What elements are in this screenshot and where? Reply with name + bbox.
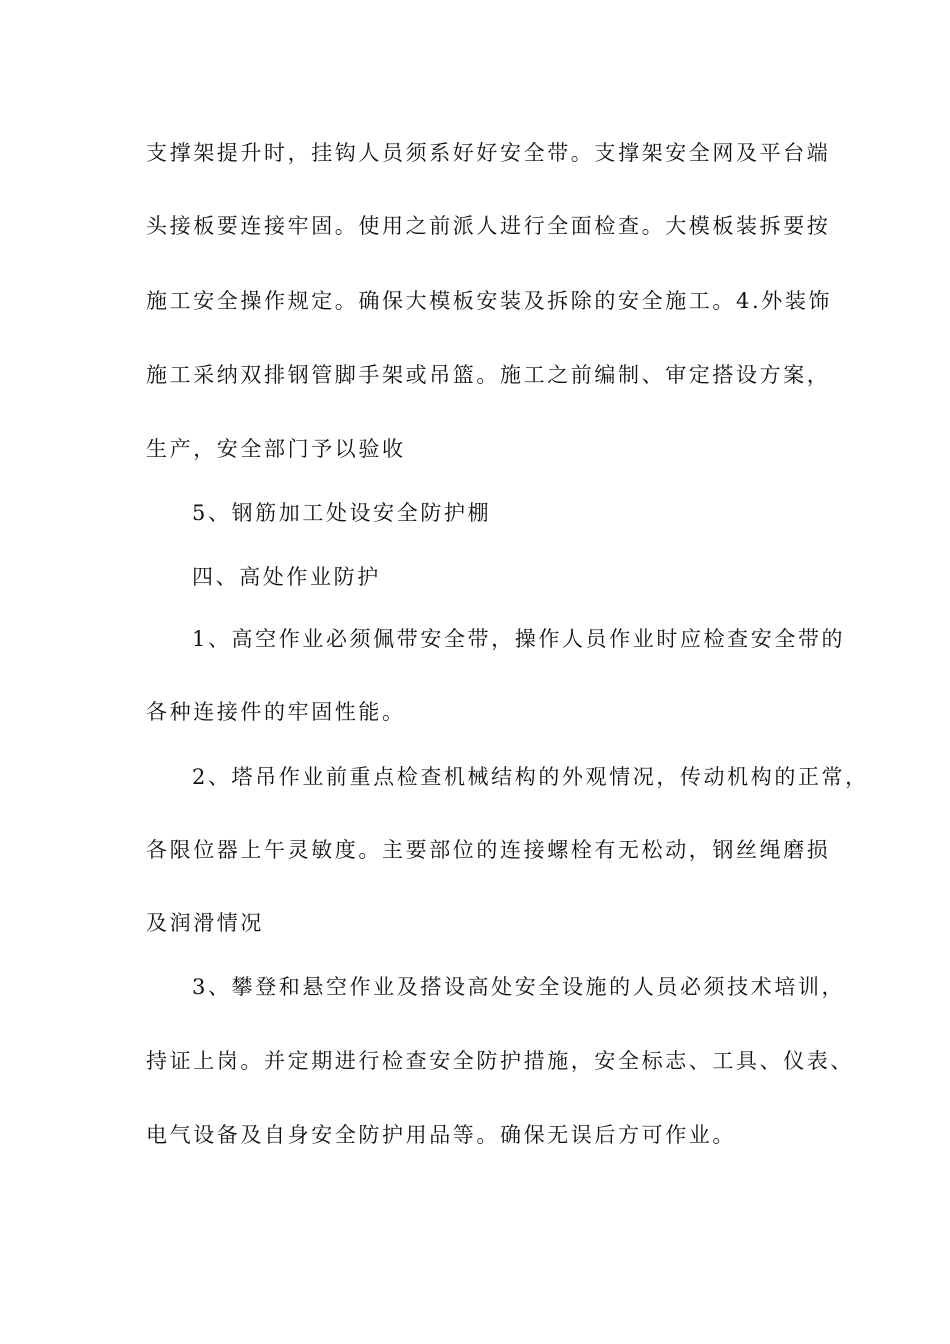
section-heading: 四、高处作业防护 [192, 565, 381, 589]
paragraph-line: 电气设备及自身安全防护用品等。确保无误后方可作业。 [146, 1123, 736, 1147]
paragraph-line: 及润滑情况 [146, 911, 264, 935]
paragraph-line: 各种连接件的牢固性能。 [146, 700, 406, 724]
paragraph-line: 生产，安全部门予以验收 [146, 437, 406, 461]
paragraph-line: 施工采纳双排钢管脚手架或吊篮。施工之前编制、审定搭设方案， [146, 363, 831, 387]
paragraph-line: 持证上岗。并定期进行检查安全防护措施，安全标志、工具、仪表、 [146, 1049, 854, 1073]
paragraph-line: 施工安全操作规定。确保大模板安装及拆除的安全施工。4.外装饰 [146, 289, 833, 313]
paragraph-line: 3、攀登和悬空作业及搭设高处安全设施的人员必须技术培训， [192, 975, 846, 999]
paragraph-line: 2、塔吊作业前重点检查机械结构的外观情况，传动机构的正常， [192, 765, 869, 789]
paragraph-line: 1、高空作业必须佩带安全带，操作人员作业时应检查安全带的 [192, 627, 846, 651]
paragraph-line: 各限位器上午灵敏度。主要部位的连接螺栓有无松动，钢丝绳磨损 [146, 838, 831, 862]
list-item-heading: 5、钢筋加工处设安全防护棚 [192, 501, 492, 525]
paragraph-line: 支撑架提升时，挂钩人员须系好好安全带。支撑架安全网及平台端 [146, 141, 831, 165]
paragraph-line: 头接板要连接牢固。使用之前派人进行全面检查。大模板装拆要按 [146, 214, 831, 238]
